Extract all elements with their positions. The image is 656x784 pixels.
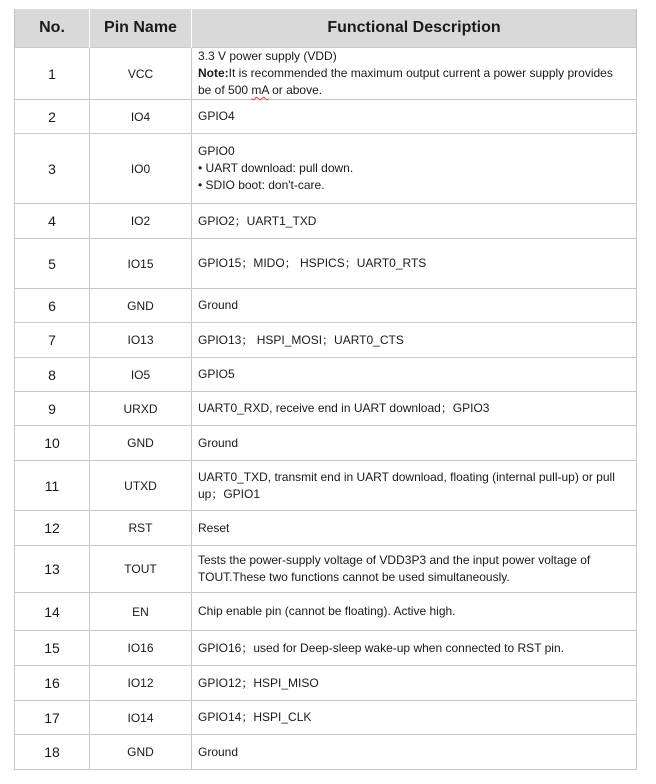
pin-name: IO12 <box>90 666 192 701</box>
table-row <box>15 204 637 239</box>
table-row <box>15 511 637 546</box>
pin-name: GND <box>90 426 192 461</box>
pin-number: 15 <box>15 631 90 666</box>
description-line: 3.3 V power supply (VDD) <box>198 49 337 63</box>
pin-number: 6 <box>15 289 90 323</box>
pin-name: GND <box>90 289 192 323</box>
pin-name: IO4 <box>90 100 192 134</box>
pin-number: 18 <box>15 735 90 770</box>
pin-number: 5 <box>15 239 90 289</box>
pin-description: GPIO2；UART1_TXD <box>192 204 637 239</box>
pin-description: GPIO12；HSPI_MISO <box>192 666 637 701</box>
pin-name: IO15 <box>90 239 192 289</box>
pin-number: 2 <box>15 100 90 134</box>
pin-number: 14 <box>15 593 90 631</box>
pin-number: 9 <box>15 392 90 426</box>
table-row <box>15 392 637 426</box>
table-row <box>15 666 637 701</box>
table-header-row <box>15 9 637 48</box>
pin-definition-table <box>14 9 637 770</box>
table-row <box>15 289 637 323</box>
pin-description: UART0_TXD, transmit end in UART download, floating (internal pull-up) or pull up；GPIO1 <box>192 461 637 511</box>
pin-name: UTXD <box>90 461 192 511</box>
table-row <box>15 48 637 100</box>
pin-name: URXD <box>90 392 192 426</box>
pin-description: Ground <box>192 289 637 323</box>
pin-name: RST <box>90 511 192 546</box>
pin-description: Chip enable pin (cannot be floating). Active high. <box>192 593 637 631</box>
description-line: GPIO0 <box>198 144 235 158</box>
pin-description <box>192 48 637 100</box>
pin-number: 13 <box>15 546 90 593</box>
pin-description: GPIO13； HSPI_MOSI；UART0_CTS <box>192 323 637 358</box>
pin-name: IO16 <box>90 631 192 666</box>
pin-name: IO5 <box>90 358 192 392</box>
pin-number: 11 <box>15 461 90 511</box>
note-text: It is recommended the maximum output current a power supply provides be of 500 <box>198 66 613 97</box>
pin-number: 12 <box>15 511 90 546</box>
description-bullet: • SDIO boot: don't-care. <box>198 178 325 192</box>
pin-name: TOUT <box>90 546 192 593</box>
description-bullet: • UART download: pull down. <box>198 161 354 175</box>
table-row <box>15 134 637 204</box>
table-row <box>15 701 637 735</box>
note-unit: mA <box>251 83 269 97</box>
pin-description <box>192 134 637 204</box>
pin-description: GPIO5 <box>192 358 637 392</box>
table-row <box>15 100 637 134</box>
pin-name: IO13 <box>90 323 192 358</box>
pin-description: GPIO15；MIDO； HSPICS；UART0_RTS <box>192 239 637 289</box>
pin-description: Tests the power-supply voltage of VDD3P3 and the input power voltage of TOUT.These two functions cannot be used simultaneously. <box>192 546 637 593</box>
table-row <box>15 239 637 289</box>
pin-number: 8 <box>15 358 90 392</box>
pin-number: 4 <box>15 204 90 239</box>
table-row <box>15 631 637 666</box>
pin-number: 16 <box>15 666 90 701</box>
table-row <box>15 358 637 392</box>
pin-name: VCC <box>90 48 192 100</box>
header-pin-name: Pin Name <box>90 9 192 48</box>
pin-number: 17 <box>15 701 90 735</box>
table-row <box>15 593 637 631</box>
pin-description: GPIO14；HSPI_CLK <box>192 701 637 735</box>
pin-number: 1 <box>15 48 90 100</box>
pin-description: Ground <box>192 426 637 461</box>
note-label: Note: <box>198 66 229 80</box>
pin-name: GND <box>90 735 192 770</box>
table-row <box>15 546 637 593</box>
table-row <box>15 735 637 770</box>
table-row <box>15 323 637 358</box>
header-functional-description: Functional Description <box>192 9 637 48</box>
pin-number: 10 <box>15 426 90 461</box>
table-row <box>15 461 637 511</box>
pin-description: GPIO16；used for Deep-sleep wake-up when connected to RST pin. <box>192 631 637 666</box>
pin-description: GPIO4 <box>192 100 637 134</box>
pin-number: 7 <box>15 323 90 358</box>
table-row <box>15 426 637 461</box>
pin-name: IO2 <box>90 204 192 239</box>
pin-name: IO14 <box>90 701 192 735</box>
pin-description: Ground <box>192 735 637 770</box>
pin-description: Reset <box>192 511 637 546</box>
pin-name: IO0 <box>90 134 192 204</box>
pin-description: UART0_RXD, receive end in UART download；GPIO3 <box>192 392 637 426</box>
pin-name: EN <box>90 593 192 631</box>
header-no: No. <box>15 9 90 48</box>
note-text-end: or above. <box>268 83 323 97</box>
pin-number: 3 <box>15 134 90 204</box>
